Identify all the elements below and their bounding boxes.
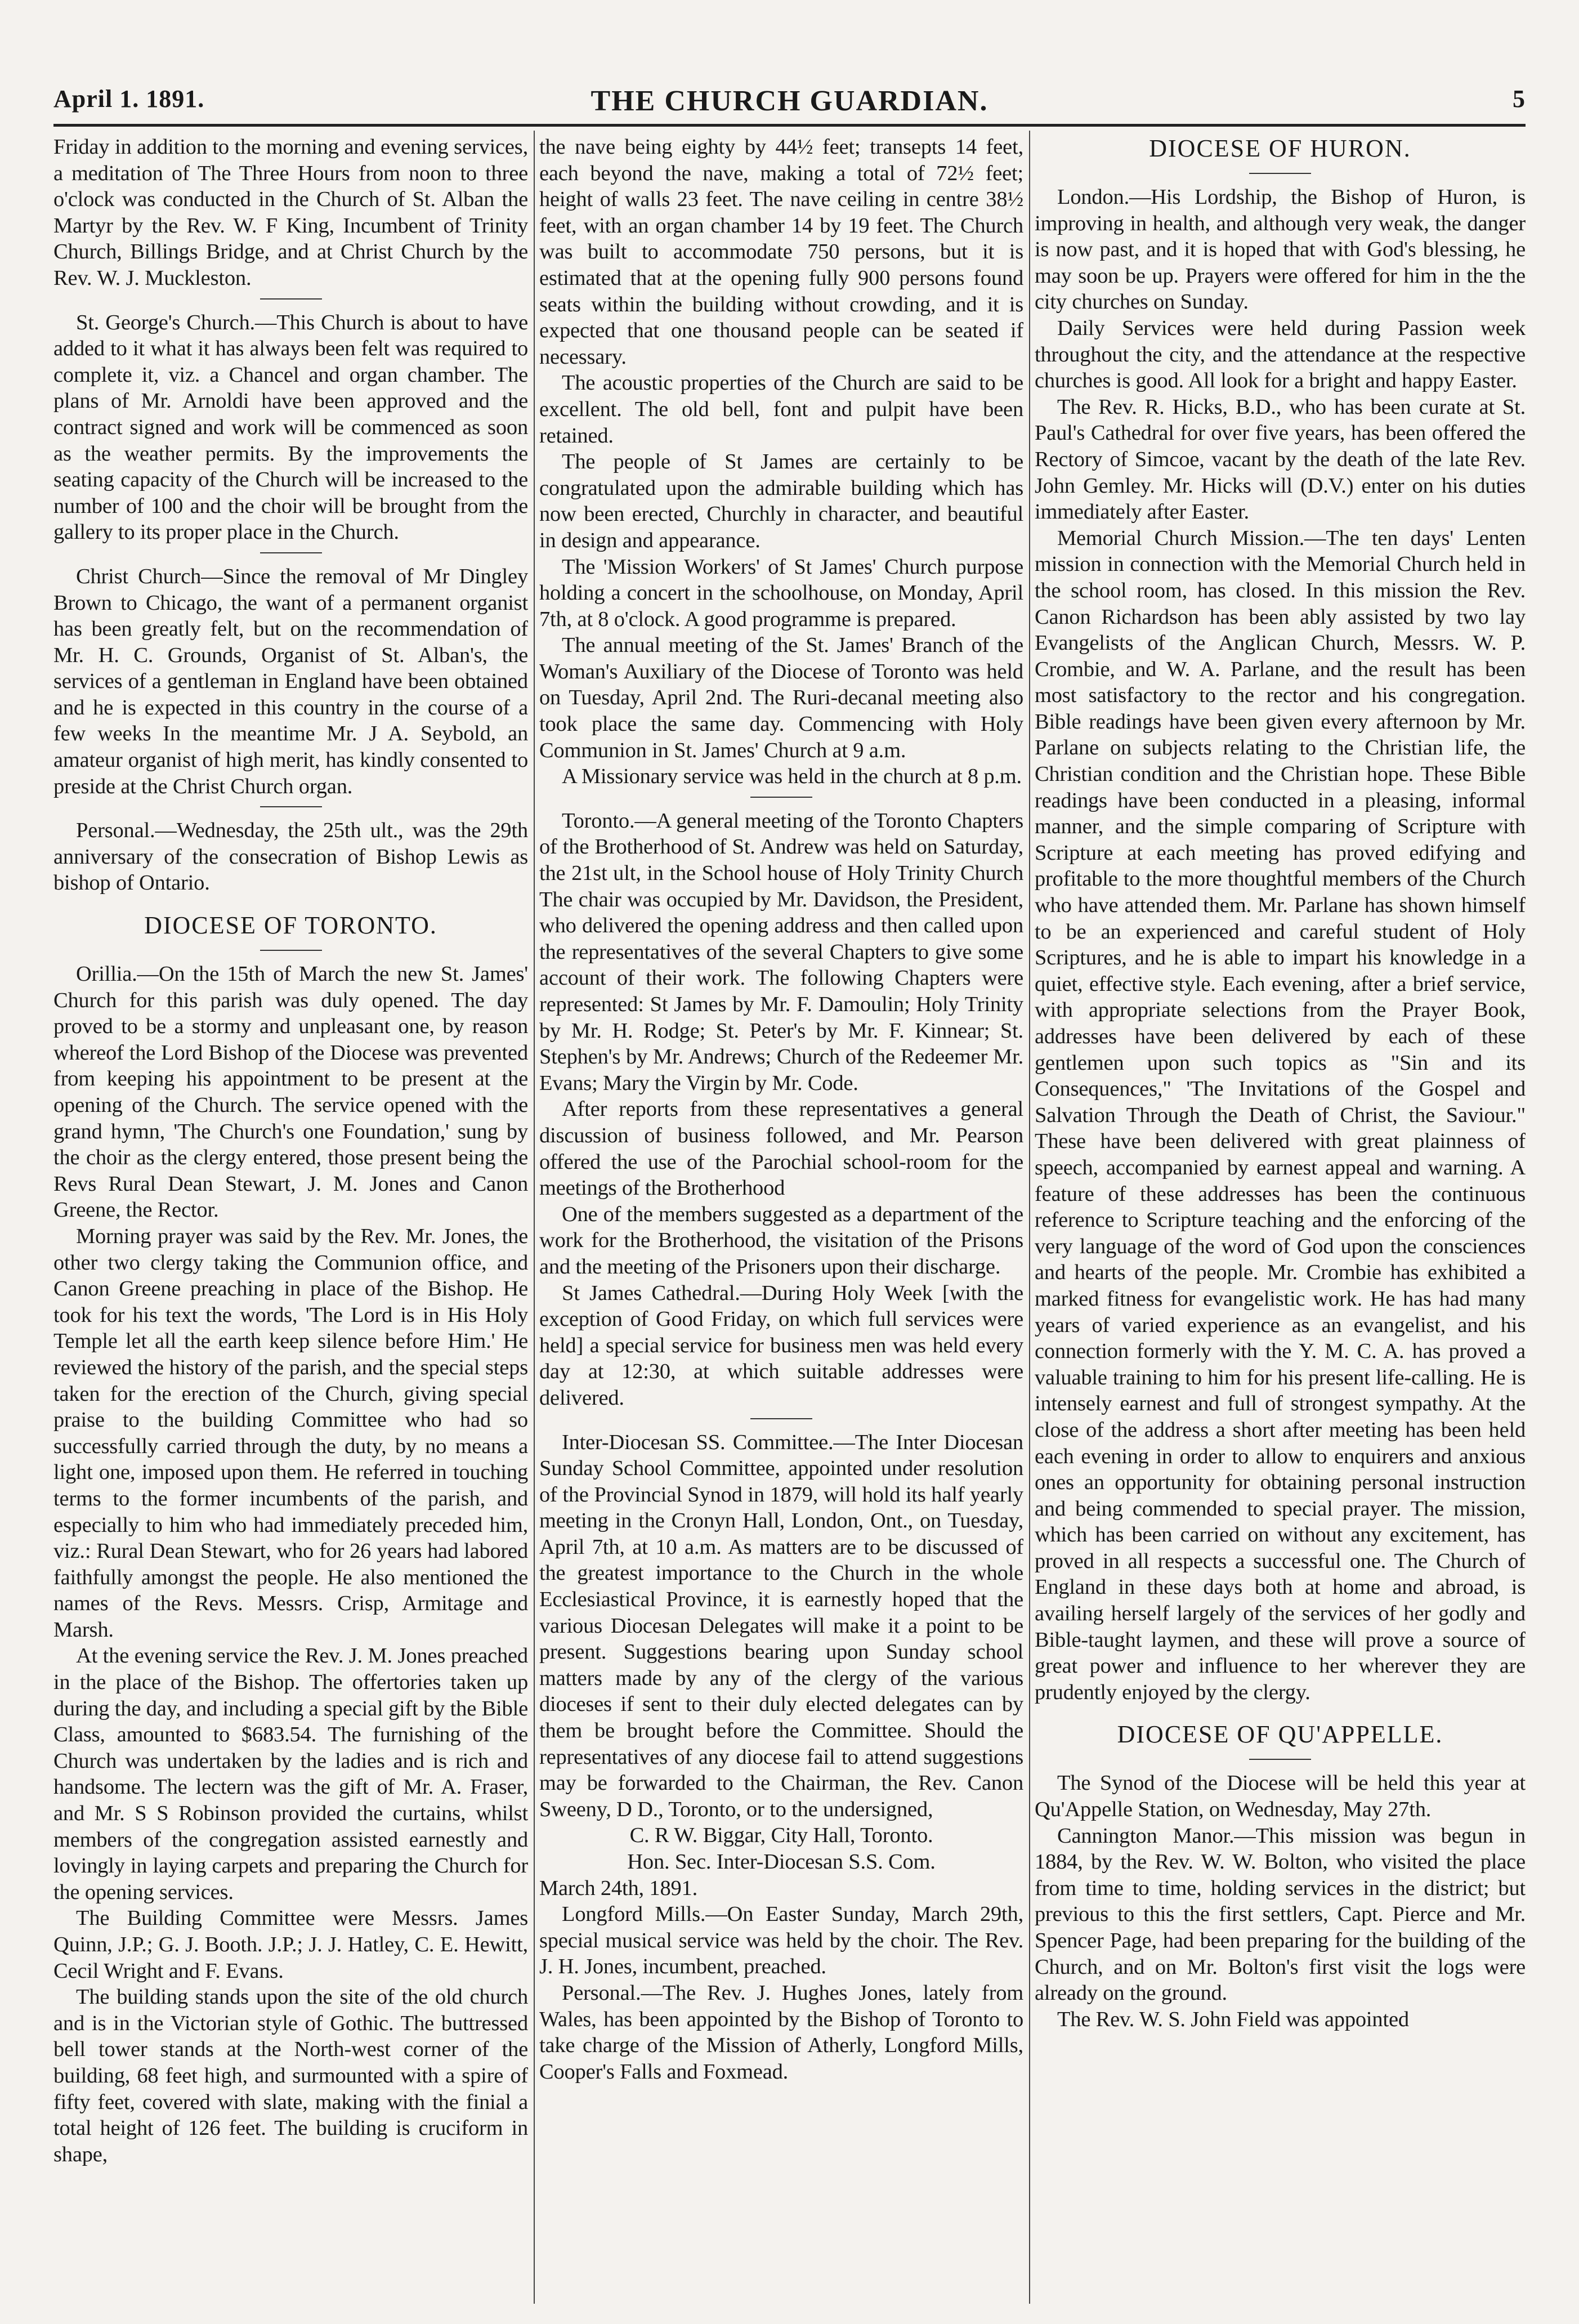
signature-line: Hon. Sec. Inter-Diocesan S.S. Com. — [627, 1850, 936, 1874]
section-heading: DIOCESE OF TORONTO. — [144, 911, 437, 940]
section-rule — [260, 950, 322, 951]
section-heading: DIOCESE OF QU'APPELLE. — [1117, 1720, 1443, 1749]
section-rule — [750, 797, 812, 798]
section-rule — [260, 806, 322, 807]
article-paragraph: Personal.—The Rev. J. Hughes Jones, lately from Wales, has been appointed by the Bishop of Toronto to take charge of the Mission of Atherly, Longford Mills, Cooper's Falls and Foxmead. — [539, 1981, 1023, 2084]
article-paragraph: A Missionary service was held in the church at 8 p.m. — [562, 765, 1022, 789]
section-rule — [260, 552, 322, 553]
article-paragraph: At the evening service the Rev. J. M. Jones preached in the place of the Bishop. The offertories taken up during the day, and including a special gift by the Bible Class, amounted to $683.54. The furnishing of the Church was undertaken by the ladies and is rich and handsome. The lectern was the gift of Mr. A. Fraser, and Mr. S S Robinson provided the curtains, whilst members of the congregation assisted earnestly and lovingly in laying carpets and preparing the Church for the opening services. — [53, 1644, 528, 1904]
article-paragraph: Personal.—Wednesday, the 25th ult., was the 29th anniversary of the consecration of Bishop Lewis as bishop of Ontario. — [53, 819, 528, 895]
article-paragraph: After reports from these representatives a general discussion of business followed, and Mr. Pearson offered the use of the Parochial school-room for the meetings of the Brotherhood — [539, 1097, 1023, 1200]
section-rule — [750, 1418, 812, 1419]
signature-date: March 24th, 1891. — [539, 1876, 698, 1900]
article-paragraph: The Building Committee were Messrs. James Quinn, J.P.; G. J. Booth. J.P.; J. J. Hatley, C. E. Hewitt, Cecil Wright and F. Evans. — [53, 1906, 528, 1983]
section-rule — [1249, 1759, 1311, 1760]
newspaper-title: THE CHURCH GUARDIAN. — [591, 85, 988, 117]
article-paragraph: The 'Mission Workers' of St James' Church purpose holding a concert in the schoolhouse, on Monday, April 7th, at 8 o'clock. A good programme is prepared. — [539, 555, 1023, 631]
signature-line: C. R W. Biggar, City Hall, Toronto. — [629, 1824, 933, 1848]
article-paragraph: One of the members suggested as a department of the work for the Brotherhood, the visitation of the Prisons and the meeting of the Prisoners upon their discharge. — [539, 1202, 1023, 1279]
article-paragraph: The people of St James are certainly to be congratulated upon the admirable building which has now been erected, Churchly in character, and beautiful in design and appearance. — [539, 450, 1023, 552]
article-paragraph: Memorial Church Mission.—The ten days' Lenten mission in connection with the Memorial Church held in the school room, has closed. In this mission the Rev. Canon Richardson has been ably assisted by two lay Evangelists of the Anglican Church, Messrs. W. P. Crombie, and W. A. Parlane, and the result has been most satisfactory to the rector and his congregation. Bible readings have been given every afternoon by Mr. Parlane on subjects relating to the Christian life, the Christian condition and the Christian hope. These Bible readings have been conducted in a pleasing, informal manner, and the simple comparing of Scripture with Scripture at each meeting has proved edifying and profitable to the more thoughtful members of the Church who have attended them. Mr. Parlane has shown himself to be an experienced and careful student of Holy Scriptures, and he is able to impart his knowledge in a quiet, effective style. Each evening, after a brief service, with appropriate selections from the Prayer Book, addresses have been delivered by each of these gentlemen upon such topics as "Sin and its Consequences," 'The Invitations of the Gospel and Salvation Through the Death of Christ, the Saviour." These have been delivered with great plainness of speech, accompanied by earnest appeal and warning. A feature of these addresses has been the continuous reference to Scripture teaching and the enforcing of the very language of the word of God upon the consciences and hearts of the people. Mr. Crombie has exhibited a marked fitness for evangelistic work. He has had many years of varied experience as an evangelist, and his connection formerly with the Y. M. C. A. has proved a valuable training to him for his present life-calling. He is intensely earnest and full of strongest sympathy. At the close of the address a short after meeting has been held each evening in order to allow to enquirers and anxious ones an opportunity for obtaining personal instruction and being commended to special prayer. The mission, which has been carried on without any excitement, has proved in all respects a successful one. The Church of England in these days both at home and abroad, is availing herself largely of the services of her godly and Bible-taught laymen, and these will prove a source of great power and influence to her wherever they are prudently enjoyed by the clergy. — [1035, 526, 1526, 1704]
column-1 — [53, 134, 528, 2301]
article-paragraph: Inter-Diocesan SS. Committee.—The Inter Diocesan Sunday School Committee, appointed under resolution of the Provincial Synod in 1879, will hold its half yearly meeting in the Cronyn Hall, London, Ont., on Tuesday, April 7th, at 10 a.m. As matters are to be discussed of the greatest importance to the Church in the whole Ecclesiastical Province, it is earnestly hoped that the various Diocesan Delegates will make it a point to be present. Suggestions bearing upon Sunday school matters made by any of the clergy of the various dioceses if sent to their duly elected delegates can by them be brought before the Committee. Should the representatives of any diocese fail to attend suggestions may be forwarded to the Chairman, the Rev. Canon Sweeny, D D., Toronto, or to the undersigned, — [539, 1430, 1023, 1821]
article-paragraph: Daily Services were held during Passion week throughout the city, and the attendance at the respective churches is good. All look for a bright and happy Easter. — [1035, 316, 1526, 393]
column-3 — [1035, 134, 1526, 2301]
article-paragraph: the nave being eighty by 44½ feet; transepts 14 feet, each beyond the nave, making a total of 72½ feet; height of walls 23 feet. The nave ceiling in centre 38½ feet, with an organ chamber 14 by 19 feet. The Church was built to accommodate 750 persons, but it is estimated that at the opening fully 900 persons found seats within the building without crowding, and it is expected that one thousand people can be seated if necessary. — [539, 135, 1023, 369]
article-paragraph: St James Cathedral.—During Holy Week [with the exception of Good Friday, on which full services were held] a special service for business men was held every day at 12:30, at which suitable addresses were delivered. — [539, 1281, 1023, 1410]
article-paragraph: Friday in addition to the morning and evening services, a meditation of The Three Hours from noon to three o'clock was conducted in the Church of St. Alban the Martyr by the Rev. W. F King, Incumbent of Trinity Church, Billings Bridge, and at Christ Church by the Rev. W. J. Muckleston. — [53, 135, 528, 290]
section-rule — [1249, 173, 1311, 174]
article-paragraph: The annual meeting of the St. James' Branch of the Woman's Auxiliary of the Diocese of Toronto was held on Tuesday, April 2nd. The Ruri-decanal meeting also took place the same day. Commencing with Holy Communion in St. James' Church at 9 a.m. — [539, 633, 1023, 762]
article-paragraph: The acoustic properties of the Church are said to be excellent. The old bell, font and pulpit have been retained. — [539, 371, 1023, 448]
article-paragraph: Orillia.—On the 15th of March the new St. James' Church for this parish was duly opened. The day proved to be a stormy and unpleasant one, by reason whereof the Lord Bishop of the Diocese was prevented from keeping his appointment to be present at the opening of the Church. The service opened with the grand hymn, 'The Church's one Foundation,' sung by the choir as the clergy entered, those present being the Revs Rural Dean Stewart, J. M. Jones and Canon Greene, the Rector. — [53, 962, 528, 1222]
section-rule — [260, 298, 322, 300]
article-paragraph: London.—His Lordship, the Bishop of Huron, is improving in health, and although very weak, the danger is now past, and it is hoped that with God's blessing, he may soon be up. Prayers were offered for him in the the city churches on Sunday. — [1035, 185, 1526, 314]
article-paragraph: The Synod of the Diocese will be held this year at Qu'Appelle Station, on Wednesday, May 27th. — [1035, 1771, 1526, 1822]
article-paragraph: Christ Church—Since the removal of Mr Dingley Brown to Chicago, the want of a permanent organist has been greatly felt, but on the recommendation of Mr. H. C. Grounds, Organist of St. Alban's, the services of a gentleman in England have been obtained and he is expected in this country in the course of a few weeks In the meantime Mr. J A. Seybold, an amateur organist of high merit, has kindly consented to preside at the Christ Church organ. — [53, 564, 528, 798]
column-divider — [1029, 131, 1030, 2304]
page-number: 5 — [1513, 85, 1526, 113]
masthead — [53, 84, 1526, 124]
article-paragraph: Toronto.—A general meeting of the Toronto Chapters of the Brotherhood of St. Andrew was held on Saturday, the 21st ult, in the School house of Holy Trinity Church The chair was occupied by Mr. Davidson, the President, who delivered the opening address and then called upon the representatives of the several Chapters to give some account of their work. The following Chapters were represented: St James by Mr. F. Damoulin; Holy Trinity by Mr. H. Rodge; St. Peter's by Mr. F. Kinnear; St. Stephen's by Mr. Andrews; Church of the Redeemer Mr. Evans; Mary the Virgin by Mr. Code. — [539, 808, 1023, 1095]
article-paragraph: Morning prayer was said by the Rev. Mr. Jones, the other two clergy taking the Communion office, and Canon Greene preaching in place of the Bishop. He took for his text the words, 'The Lord is in His Holy Temple let all the earth keep silence before Him.' He reviewed the history of the parish, and the special steps taken for the erection of the Church, giving special praise to the building Committee who had so successfully carried through the duty, by no means a light one, imposed upon them. He referred in touching terms to the former incumbents of the parish, and especially to him who had immediately preceded him, viz.: Rural Dean Stewart, who for 26 years had labored faithfully amongst the people. He also mentioned the names of the Revs. Messrs. Crisp, Armitage and Marsh. — [53, 1224, 528, 1642]
masthead-rule — [53, 124, 1526, 127]
column-2 — [539, 134, 1023, 2301]
issue-date: April 1. 1891. — [53, 85, 205, 113]
column-divider — [534, 131, 535, 2304]
article-paragraph: The building stands upon the site of the old church and is in the Victorian style of Gothic. The buttressed bell tower stands at the North-west corner of the building, 68 feet high, and surmounted with a spire of fifty feet, covered with slate, making with the finial a total height of 126 feet. The building is cruciform in shape, — [53, 1985, 528, 2166]
article-paragraph: The Rev. W. S. John Field was appointed — [1057, 2007, 1409, 2031]
article-paragraph: St. George's Church.—This Church is about to have added to it what it has always been felt was required to complete it, viz. a Chancel and organ chamber. The plans of Mr. Arnoldi have been approved and the contract signed and work will be commenced as soon as the weather permits. By the improvements the seating capacity of the Church will be increased to the number of 100 and the choir will be brought from the gallery to its proper place in the Church. — [53, 310, 528, 544]
article-paragraph: The Rev. R. Hicks, B.D., who has been curate at St. Paul's Cathedral for over five years, has been offered the Rectory of Simcoe, vacant by the death of the late Rev. John Gemley. Mr. Hicks will (D.V.) enter on his duties immediately after Easter. — [1035, 395, 1526, 524]
article-paragraph: Longford Mills.—On Easter Sunday, March 29th, special musical service was held by the choir. The Rev. J. H. Jones, incumbent, preached. — [539, 1902, 1023, 1979]
article-paragraph: Cannington Manor.—This mission was begun in 1884, by the Rev. W. W. Bolton, who visited the place from time to time, holding services in the district; but previous to this the first settlers, Capt. Pierce and Mr. Spencer Page, had been preparing for the building of the Church, and on Mr. Bolton's first visit the logs were already on the ground. — [1035, 1824, 1526, 2005]
section-heading: DIOCESE OF HURON. — [1149, 135, 1411, 162]
